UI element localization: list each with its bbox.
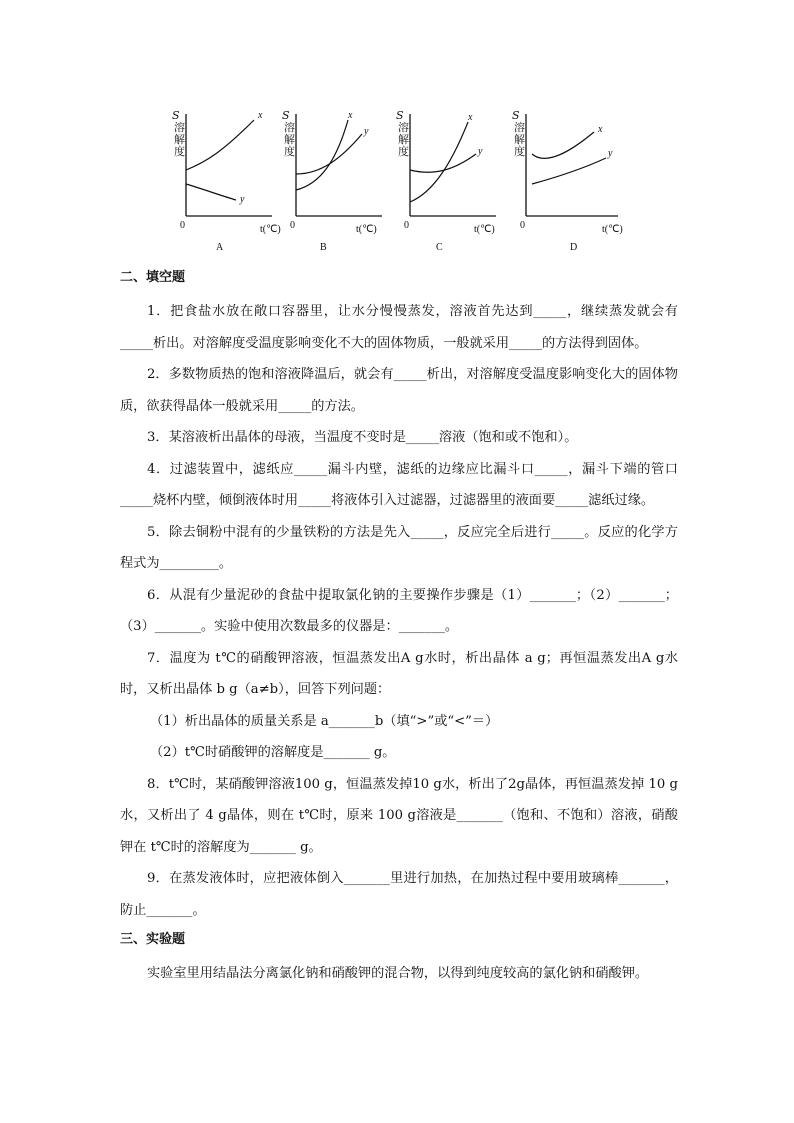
- x-axis-label: t(℃): [474, 224, 495, 235]
- question-7-part-2: （2）t℃时硝酸钾的溶解度是_______ g。: [150, 745, 396, 760]
- s-label: S: [282, 109, 290, 122]
- graph-d: [510, 104, 623, 260]
- graph-b: [280, 104, 386, 260]
- y-axis-label: 溶解度: [174, 121, 185, 158]
- question-content: [120, 268, 678, 990]
- graph-id: A: [216, 242, 224, 253]
- curve-x: [296, 120, 348, 190]
- graph-d-plot: [510, 104, 630, 234]
- origin-label: 0: [290, 220, 295, 231]
- solubility-graphs: [170, 104, 640, 264]
- x-series-label: x: [598, 124, 603, 135]
- graph-c: [394, 104, 500, 260]
- question-5: 5．除去铜粉中混有的少量铁粉的方法是先入_____，反应完全后进行_____。反应的化学方程式为_________。: [120, 524, 678, 571]
- question-7: 7．温度为 t℃的硝酸钾溶液，恒温蒸发出A g水时，析出晶体 a g；再恒温蒸发出A g水时，又析出晶体 b g（a≠b），回答下列问题：: [120, 650, 678, 697]
- graph-id: C: [436, 242, 443, 253]
- x-axis-label: t(℃): [260, 224, 281, 235]
- x-series-label: x: [468, 112, 473, 123]
- s-label: S: [172, 109, 180, 122]
- s-label: S: [396, 109, 404, 122]
- graph-id: B: [320, 242, 327, 253]
- origin-label: 0: [520, 220, 525, 231]
- curve-y: [532, 158, 606, 184]
- question-2: 2．多数物质热的饱和溶液降温后，就会有_____析出，对溶解度受温度影响变化大的固体物质，欲获得晶体一般就采用_____的方法。: [120, 367, 678, 414]
- x-axis-label: t(℃): [602, 224, 623, 235]
- question-1: 1．把食盐水放在敞口容器里，让水分慢慢蒸发，溶液首先达到_____，继续蒸发就会有_____析出。对溶解度受温度影响变化不大的固体物质，一般就采用_____的方法得到固体。: [120, 304, 678, 351]
- x-series-label: x: [258, 110, 263, 121]
- question-9: 9．在蒸发液体时，应把液体倒入_______里进行加热，在加热过程中要用玻璃棒_______，防止_______。: [120, 871, 678, 918]
- origin-label: 0: [180, 220, 185, 231]
- x-series-label: x: [348, 110, 353, 121]
- curve-y: [186, 184, 236, 200]
- y-series-label: y: [478, 146, 483, 157]
- graph-a: [170, 104, 281, 260]
- section2-heading: 二、填空题: [120, 270, 186, 285]
- curve-y: [410, 154, 476, 172]
- section3-heading: 三、实验题: [120, 932, 186, 947]
- x-axis-label: t(℃): [356, 224, 377, 235]
- experiment-intro: 实验室里用结晶法分离氯化钠和硝酸钾的混合物，以得到纯度较高的氯化钠和硝酸钾。: [147, 966, 649, 981]
- question-4: 4．过滤装置中，滤纸应_____漏斗内壁，滤纸的边缘应比漏斗口_____，漏斗下端的管口_____烧杯内壁，倾倒液体时用_____将液体引入过滤器，过滤器里的液面要_____滤纸过缘。: [120, 461, 678, 508]
- graph-id: D: [570, 242, 578, 253]
- question-8: 8．t℃时，某硝酸钾溶液100 g，恒温蒸发掉10 g水，析出了2g晶体，再恒温蒸发掉 10 g水，又析出了 4 g晶体，则在 t℃时，原来 100 g溶液是_______（饱和、不饱和）溶液，硝酸钾在 t℃时的溶解度为_______ g。: [120, 776, 678, 855]
- y-series-label: y: [608, 148, 613, 159]
- curve-y: [296, 134, 362, 174]
- y-series-label: y: [240, 194, 245, 205]
- y-series-label: y: [364, 126, 369, 137]
- curve-x: [186, 120, 254, 170]
- curve-x: [532, 132, 594, 158]
- y-axis-label: 溶解度: [398, 121, 409, 158]
- y-axis-label: 溶解度: [514, 121, 525, 158]
- question-7-part-1: （1）析出晶体的质量关系是 a_______b（填“>”或“<”＝）: [150, 713, 499, 729]
- s-label: S: [512, 109, 520, 122]
- y-axis-label: 溶解度: [284, 121, 295, 158]
- question-3: 3．某溶液析出晶体的母液，当温度不变时是_____溶液（饱和或不饱和）。: [147, 430, 578, 445]
- question-6: 6．从混有少量泥砂的食盐中提取氯化钠的主要操作步骤是（1）_______；（2）_______；（3）_______。实验中使用次数最多的仪器是：_______。: [120, 587, 678, 634]
- curve-x: [410, 122, 468, 202]
- origin-label: 0: [404, 220, 409, 231]
